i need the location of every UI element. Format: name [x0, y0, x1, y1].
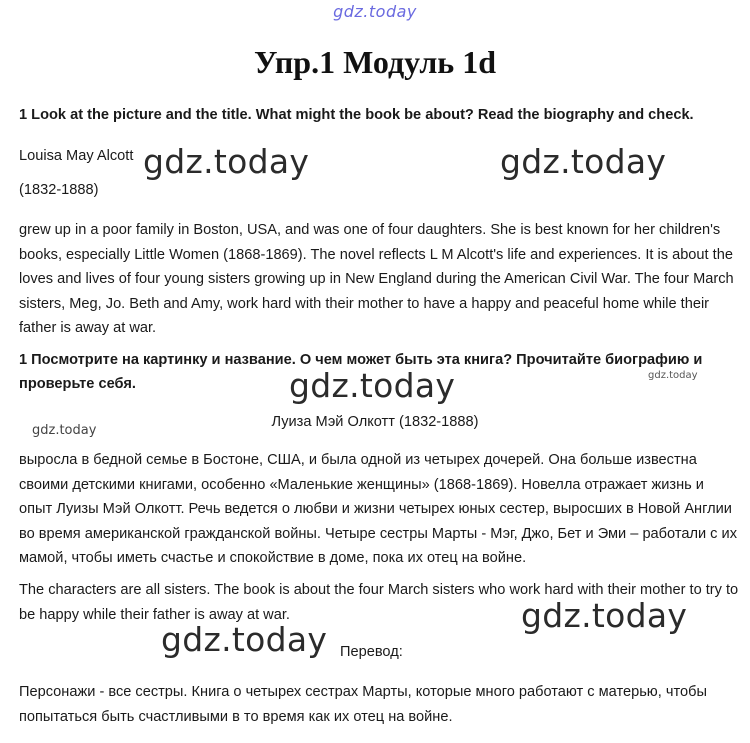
author-name: Louisa May Alcott	[19, 148, 134, 164]
watermark-top: gdz.today	[333, 2, 417, 21]
russian-biography: выросла в бедной семье в Бостоне, США, и была одной из четырех дочерей. Она больше известна своими детскими книгами, особенно «Маленькие женщины» (1868-1869). Новелла отражает жизнь и опыт Луизы Мэй Олкотт. Речь ведется о любви и жизни четырех юных сестер, выросших в Новой Англии во время американской гражданской войны. Четыре сестры Марты - Мэг, Джо, Бет и Эми – работали с их мамой, чтобы иметь счастье и спокойствие в доме, пока их отец на войне.	[19, 452, 737, 566]
watermark: gdz.today	[500, 142, 667, 181]
watermark: gdz.today	[161, 620, 328, 659]
answer-text: The characters are all sisters. The book is about the four March sisters who work hard with their mother to try to be happy while their father is away at war.	[19, 582, 739, 623]
english-biography: grew up in a poor family in Boston, USA, and was one of four daughters. She is best known for her children's books, especially Little Women (1868-1869). The novel reflects L M Alcott's life and experiences. It is about the loves and lives of four young sisters growing up in New England during the American Civil War. The four March sisters, Meg, Jo. Beth and Amy, work hard with their mother to have a happy and peaceful home while their father is away at war.	[19, 222, 734, 336]
watermark: gdz.today	[143, 142, 310, 181]
page-title: Упр.1 Модуль 1d	[253, 44, 496, 80]
russian-task: 1 Посмотрите на картинку и название. О чем может быть эта книга? Прочитайте биографию и проверьте себя.	[19, 352, 703, 392]
watermark: gdz.today	[521, 596, 688, 635]
answer-translation: Персонажи - все сестры. Книга о четырех сестрах Марты, которые много работают с матерью, чтобы попытаться быть счастливыми в то время как их отец на войне.	[19, 684, 707, 725]
watermark: gdz.today	[648, 370, 698, 381]
watermark: gdz.today	[32, 423, 97, 438]
watermark: gdz.today	[289, 366, 456, 405]
russian-author-line: Луиза Мэй Олкотт (1832-1888)	[271, 414, 479, 430]
english-task: 1 Look at the picture and the title. What might the book be about? Read the biography and check.	[19, 107, 694, 123]
translation-label: Перевод:	[340, 644, 403, 660]
author-years: (1832-1888)	[19, 182, 99, 198]
